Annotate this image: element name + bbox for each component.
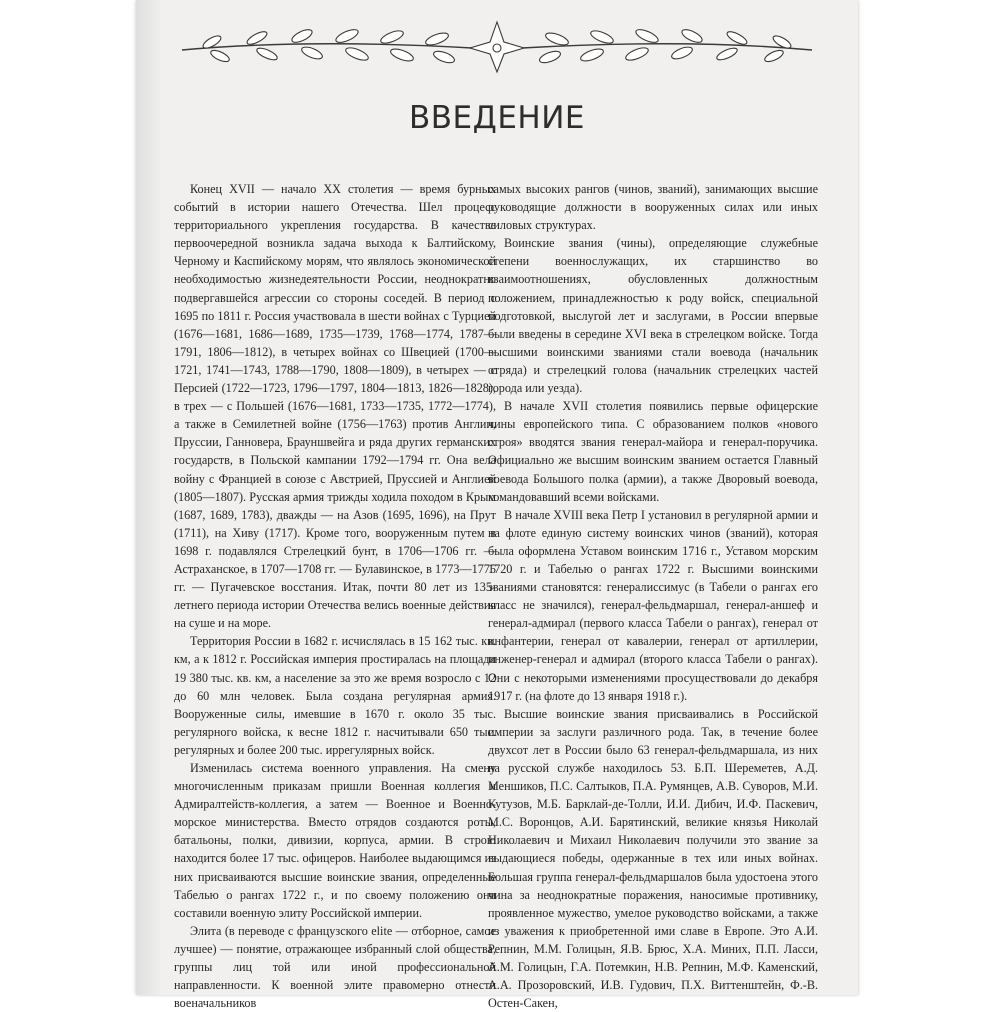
paragraph: Высшие воинские звания присваивались в Российской империи за заслуги различного рода. Так, в течение более двухсот лет в России было 63 генерал-фельдмаршала, из них на русской службе находилось 53. Б.П. Шереметев, А.Д. Меншиков, П.С. Салтыков, П.А. Румянцев, А.В. Суворов, М.И. Кутузов, М.Б. Барклай-де-Толли, И.И. Дибич, И.Ф. Паскевич, М.С. Воронцов, А.И. Барятинский, великие князья Николай Николаевич и Михаил Николаевич получили это звание за выдающиеся победы, одержанные в тех или иных войнах. Большая группа генерал-фельдмаршалов была удостоена этого чина за неоднократные поражения, наносимые противнику, проявленное мужество, умелое руководство войсками, а также из уважения к приобретенной ими славе в Европе. Это А.И. Репнин, М.М. Голицын, Я.В. Брюс, Х.А. Миних, П.П. Ласси, А.М. Голицын, Г.А. Потемкин, Н.В. Репнин, М.Ф. Каменский, А.А. Прозоровский, И.В. Гудович, П.Х. Виттенштейн, Ф.-В. Остен-Сакен, bbox=[488, 706, 818, 1011]
paragraph-continuation: самых высоких рангов (чинов, званий), занимающих высшие руководящие должности в вооруженных силах или иных силовых структурах. bbox=[488, 182, 818, 233]
paragraph: В начале XVIII века Петр I установил в регулярной армии и на флоте единую систему воинских чинов (званий), которая была оформлена Уставом воинским 1716 г., Уставом морским 1720 г. и Табелью о рангах 1722 г. Высшими воинскими званиями становятся: генералиссимус (в Табели о рангах его класс не значился), генерал-фельдмаршал, генерал-аншеф и генерал-адмирал (первого класса Табели о рангах), генерал от инфантерии, генерал от кавалерии, генерал от артиллерии, инженер-генерал и адмирал (второго класса Табели о рангах). Они с некоторыми изменениями просуществовали до декабря 1917 г. (на флоте до 13 января 1918 г.). bbox=[488, 507, 818, 703]
paragraph: Территория России в 1682 г. исчислялась в 15 162 тыс. кв. км, а к 1812 г. Российская империя простиралась на площади 19 380 тыс. кв. км, а население за это же время возросло с 12 до 60 млн человек. Была создана регулярная армия. Вооруженные силы, имевшие в 1670 г. около 35 тыс. регулярного войска, к весне 1812 г. насчитывали 650 тыс. регулярных и более 200 тыс. иррегулярных войск. bbox=[174, 634, 496, 757]
paragraph: Элита (в переводе с французского elite — отборное, самое лучшее) — понятие, отражающее избранный слой общества, группы лиц той или иной профессиональной направленности. К военной элите правомерно отнести военачальников bbox=[174, 923, 496, 1011]
laurel-ornament bbox=[172, 14, 822, 74]
chapter-title: ВВЕДЕНИЕ bbox=[408, 100, 585, 136]
paragraph: Конец XVII — начало XX столетия — время бурных событий в истории нашего Отечества. Шел процесс территориального укрепления государства. В качестве первоочередной возникла задача выхода к Балтийскому, Черному и Каспийскому морям, что являлось экономической необходимостью жизнедеятельности России, неоднократно подвергавшейся агрессии со стороны соседей. В период с 1695 по 1811 г. Россия участвовала в шести войнах с Турцией (1676—1681, 1686—1689, 1735—1739, 1768—1774, 1787—1791, 1806—1812), в четырех войнах со Швецией (1700—1721, 1741—1743, 1788—1790, 1808—1809), в четырех — с Персией (1722—1723, 1796—1797, 1804—1813, 1826—1828), в трех — с Польшей (1676—1681, 1733—1735, 1772—1774), а также в Семилетней войне (1756—1763) против Англии, Пруссии, Ганновера, Брауншвейга и ряда других германских государств, в Польской кампании 1792—1794 гг. Она вела войну с Францией в союзе с Австрией, Пруссией и Англией (1805—1807). Русская армия трижды ходила походом в Крым (1687, 1689, 1783), дважды — на Азов (1695, 1696), на Прут (1711), на Хиву (1717). Кроме того, вооруженным путем в 1698 г. подавлялся Стрелецкий бунт, в 1706—1706 гг. — Астраханское, в 1707—1708 гг. — Булавинское, в 1773—1775 гг. — Пугачевское восстания. Итак, почти 80 лет из 135-летнего периода истории Отечества велись военные действия на суше и на море. bbox=[174, 182, 496, 631]
paragraph: Изменилась система военного управления. На смену многочисленным приказам пришли Военная коллегия и Адмиралтейств-коллегия, а затем — Военное и Военно-морское министерства. Вместо отрядов создаются роты, батальоны, полки, дивизии, корпуса, армии. В строю находится более 17 тыс. офицеров. Наиболее выдающимся из них присваиваются высшие воинские звания, определенные Табелью о рангах 1722 г., и по своему положению они составили военную элиту Российской империи. bbox=[174, 761, 496, 920]
paragraph: В начале XVII столетия появились первые офицерские чины европейского типа. С образованием полков «нового строя» вводятся звания генерал-майора и генерал-поручика. Официально же высшим воинским званием остается Главный воевода Большого полка (армии), а также Дворовый воевода, командовавший всеми войсками. bbox=[488, 399, 818, 504]
paragraph: Воинские звания (чины), определяющие служебные степени военнослужащих, их старшинство во взаимоотношениях, обусловленных должностным положением, принадлежностью к роду войск, специальной подготовкой, выслугой лет и заслугами, в России впервые были введены в середине XVI века в стрелецком войске. Тогда высшими воинскими званиями стали воевода (начальник отряда) и стрелецкий голова (начальник стрелецких частей города или уезда). bbox=[488, 236, 818, 396]
right-text-column bbox=[488, 180, 818, 1012]
left-text-column bbox=[174, 180, 496, 1012]
book-page bbox=[136, 0, 858, 1011]
